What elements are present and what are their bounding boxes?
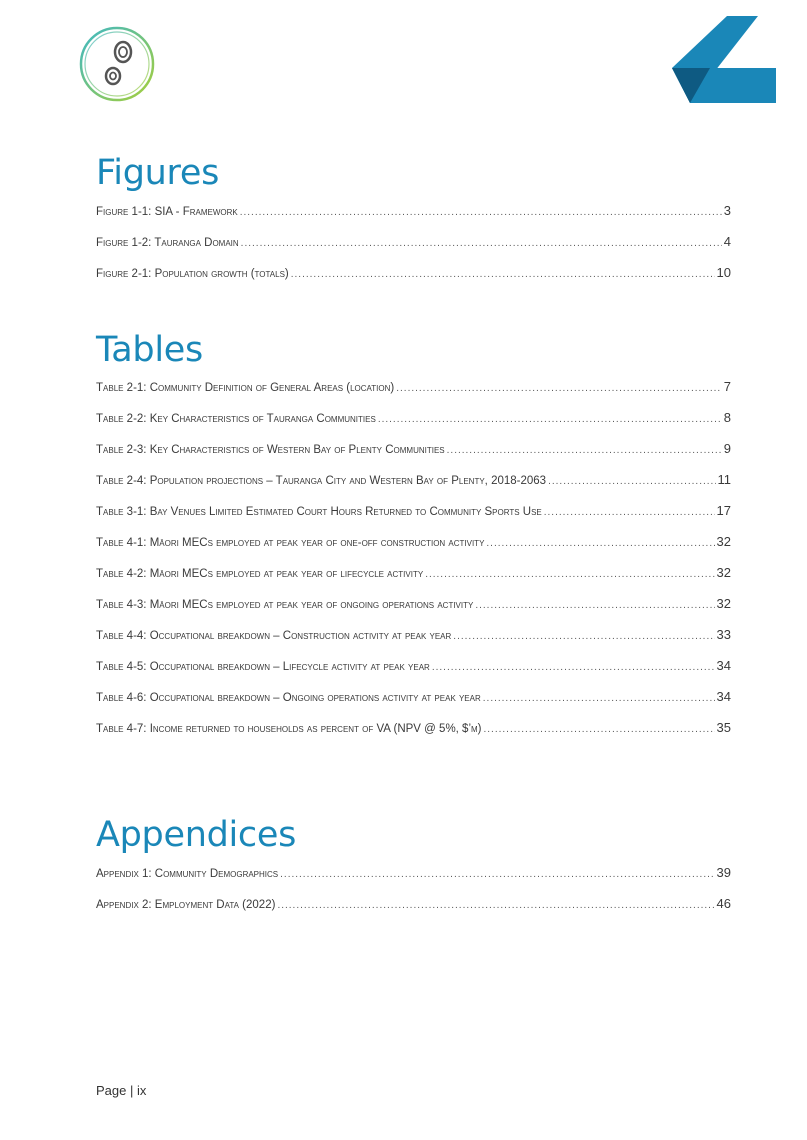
footprint-logo-icon [77,24,157,104]
toc-entry-page: 17 [716,503,731,518]
dot-leader [291,269,715,280]
toc-entry-table[interactable] [96,658,731,689]
tables-heading: Tables [96,330,203,370]
toc-entry-label: Table 2-4: Population projections – Tauranga City and Western Bay of Plenty, 2018-2063 [96,475,547,487]
toc-entry-label: Table 4-3: Māori MECs employed at peak year of ongoing operations activity [96,599,474,611]
toc-entry-label: Table 2-1: Community Definition of General Areas (location) [96,382,395,394]
tables-list [96,379,731,751]
toc-entry-page: 3 [723,203,731,218]
dot-leader [453,631,714,642]
toc-entry-table[interactable] [96,472,731,503]
toc-entry-label: Table 4-6: Occupational breakdown – Ongoing operations activity at peak year [96,692,481,704]
appendices-heading: Appendices [96,815,297,855]
toc-entry-page: 35 [716,720,731,735]
corner-brand-logo-icon [672,16,776,103]
dot-leader [548,476,715,487]
dot-leader [425,569,714,580]
dot-leader [483,693,715,704]
toc-entry-table[interactable] [96,596,731,627]
dot-leader [486,538,714,549]
dot-leader [544,507,715,518]
toc-entry-label: Figure 1-1: SIA - Framework [96,206,238,218]
dot-leader [277,900,714,911]
dot-leader [475,600,714,611]
toc-entry-table[interactable] [96,565,731,596]
toc-entry-page: 32 [716,565,731,580]
dot-leader [240,207,722,218]
toc-entry-page: 46 [716,896,731,911]
toc-entry-page: 7 [723,379,731,394]
appendices-list [96,865,731,927]
toc-entry-page: 34 [716,658,731,673]
toc-entry-label: Table 4-7: Income returned to households as percent of VA (NPV @ 5%, $’m) [96,723,482,735]
toc-entry-page: 32 [716,596,731,611]
figures-list [96,203,731,296]
page-number-footer: Page | ix [96,1083,147,1098]
toc-entry-label: Table 4-2: Māori MECs employed at peak year of lifecycle activity [96,568,424,580]
dot-leader [241,238,722,249]
toc-entry-label: Table 4-1: Māori MECs employed at peak year of one-off construction activity [96,537,485,549]
toc-entry-table[interactable] [96,689,731,720]
toc-entry-page: 32 [716,534,731,549]
dot-leader [378,414,722,425]
toc-entry-label: Table 2-2: Key Characteristics of Tauranga Communities [96,413,376,425]
toc-entry-label: Table 3-1: Bay Venues Limited Estimated Court Hours Returned to Community Sports Use [96,506,542,518]
toc-entry-table[interactable] [96,379,731,410]
toc-entry-page: 4 [723,234,731,249]
toc-entry-table[interactable] [96,410,731,441]
toc-entry-label: Table 4-5: Occupational breakdown – Lifecycle activity at peak year [96,661,430,673]
dot-leader [396,383,722,394]
toc-entry-page: 39 [716,865,731,880]
toc-entry-page: 10 [716,265,731,280]
toc-entry-figure[interactable] [96,234,731,265]
toc-entry-label: Appendix 1: Community Demographics [96,868,279,880]
toc-entry-table[interactable] [96,534,731,565]
toc-entry-label: Table 2-3: Key Characteristics of Western Bay of Plenty Communities [96,444,445,456]
toc-entry-table[interactable] [96,720,731,751]
toc-entry-page: 33 [716,627,731,642]
dot-leader [484,724,715,735]
toc-entry-table[interactable] [96,627,731,658]
dot-leader [280,869,714,880]
toc-entry-page: 11 [717,472,731,487]
dot-leader [432,662,715,673]
toc-entry-appendix[interactable] [96,896,731,927]
toc-entry-page: 34 [716,689,731,704]
toc-entry-table[interactable] [96,441,731,472]
figures-heading: Figures [96,153,219,193]
toc-entry-page: 9 [723,441,731,456]
toc-entry-label: Appendix 2: Employment Data (2022) [96,899,276,911]
toc-entry-label: Figure 2-1: Population growth (totals) [96,268,289,280]
toc-entry-figure[interactable] [96,265,731,296]
dot-leader [447,445,722,456]
toc-entry-label: Figure 1-2: Tauranga Domain [96,237,239,249]
toc-entry-table[interactable] [96,503,731,534]
toc-entry-appendix[interactable] [96,865,731,896]
toc-entry-figure[interactable] [96,203,731,234]
toc-entry-label: Table 4-4: Occupational breakdown – Construction activity at peak year [96,630,452,642]
toc-entry-page: 8 [723,410,731,425]
